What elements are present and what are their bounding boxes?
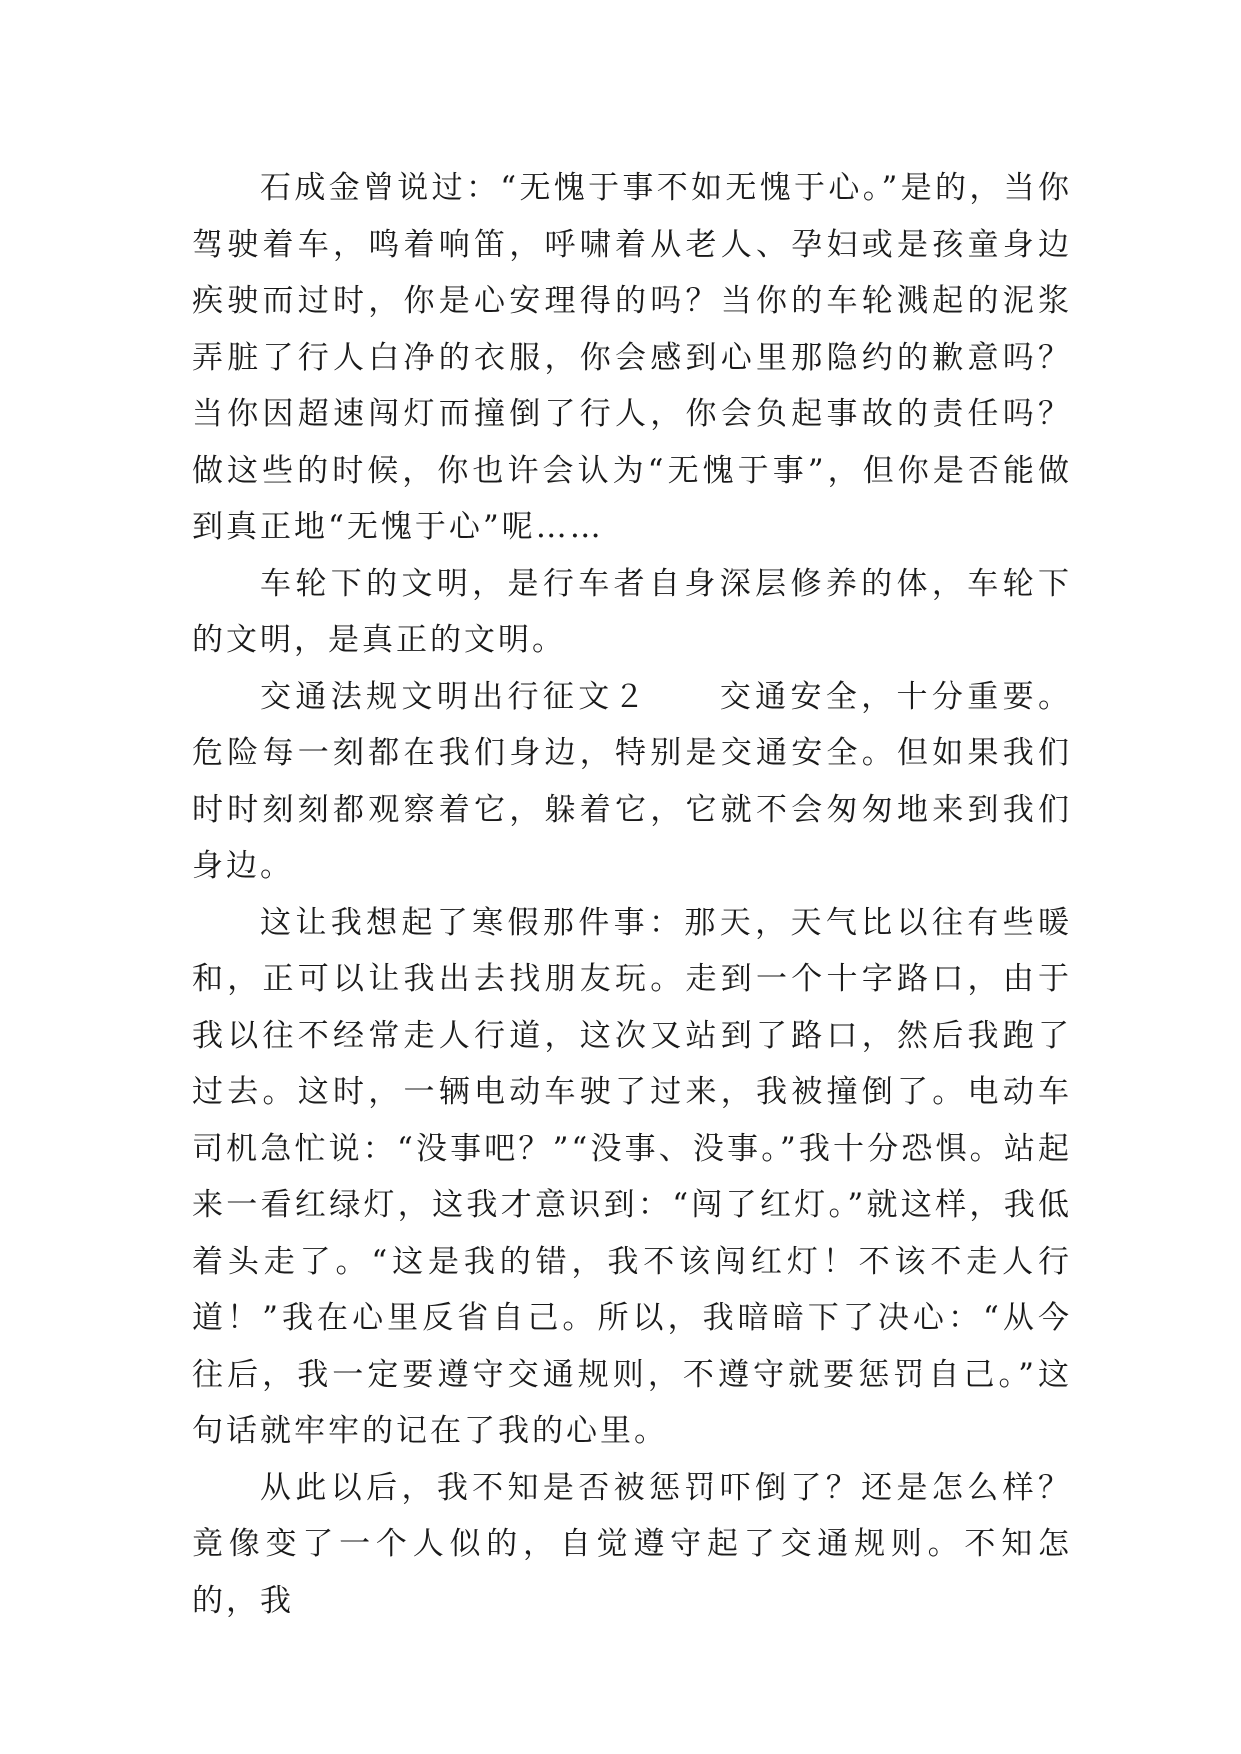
paragraph: 交通法规文明出行征文２ 交通安全，十分重要。危险每一刻都在我们身边，特别是交通安全。但如果我们时时刻刻都观察着它，躲着它，它就不会匆匆地来到我们身边。 — [192, 678, 1072, 884]
body-text — [192, 160, 1072, 1629]
paragraph: 石成金曾说过：“无愧于事不如无愧于心。”是的，当你驾驶着车，鸣着响笛，呼啸着从老人、孕妇或是孩童身边疾驶而过时，你是心安理得的吗？当你的车轮溅起的泥浆弄脏了行人白净的衣服，你会感到心里那隐约的歉意吗？当你因超速闯灯而撞倒了行人，你会负起事故的责任吗？做这些的时候，你也许会认为“无愧于事”，但你是否能做到真正地“无愧于心”呢…… — [192, 170, 1072, 545]
paragraph: 从此以后，我不知是否被惩罚吓倒了？还是怎么样？竟像变了一个人似的，自觉遵守起了交通规则。不知怎的，我 — [192, 1469, 1072, 1619]
paragraph: 车轮下的文明，是行车者自身深层修养的体，车轮下的文明，是真正的文明。 — [192, 565, 1072, 658]
paragraph: 这让我想起了寒假那件事：那天，天气比以往有些暖和，正可以让我出去找朋友玩。走到一个十字路口，由于我以往不经常走人行道，这次又站到了路口，然后我跑了过去。这时，一辆电动车驶了过来，我被撞倒了。电动车司机急忙说：“没事吧？”“没事、没事。”我十分恐惧。站起来一看红绿灯，这我才意识到：“闯了红灯。”就这样，我低着头走了。“这是我的错，我不该闯红灯！不该不走人行道！”我在心里反省自己。所以，我暗暗下了决心：“从今往后，我一定要遵守交通规则，不遵守就要惩罚自己。”这句话就牢牢的记在了我的心里。 — [192, 904, 1072, 1449]
